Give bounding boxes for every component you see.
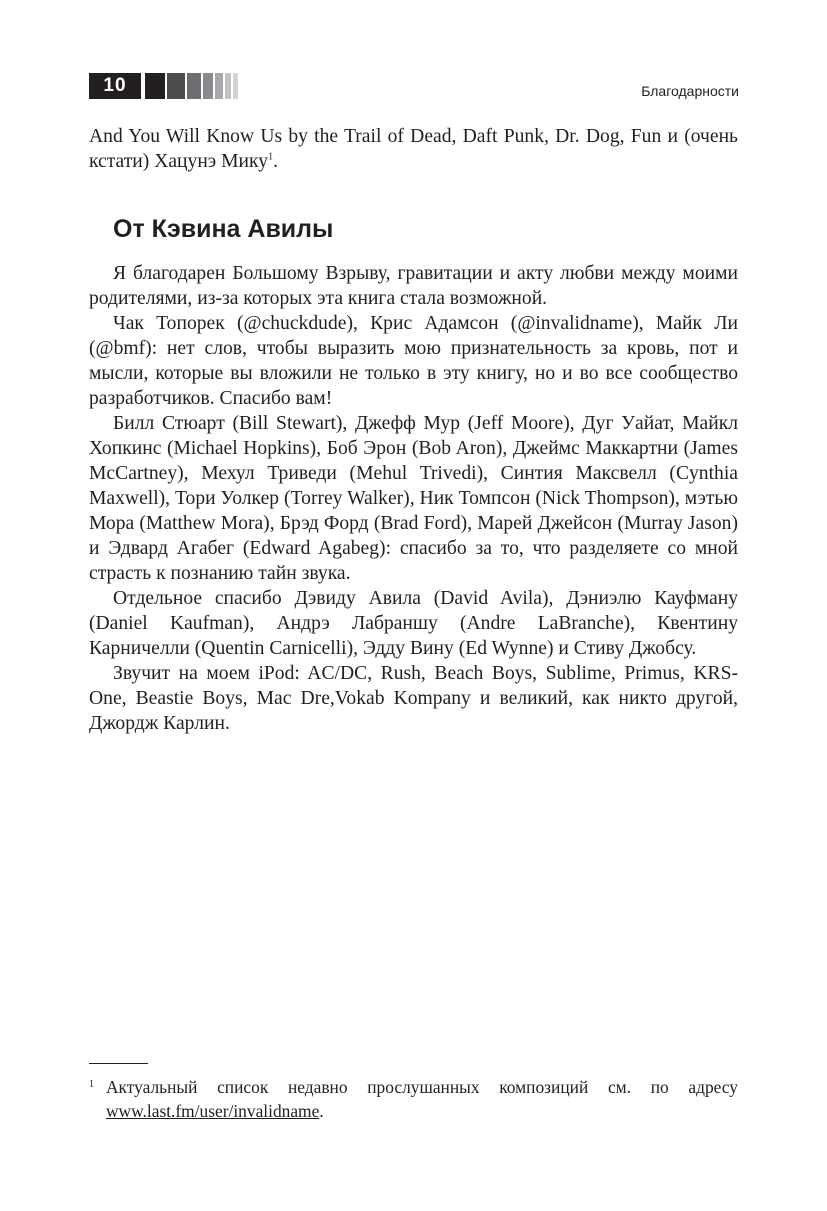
footnote-body: Актуальный список недавно прослушанных композиций см. по адресу: [106, 1077, 738, 1097]
running-title: Благодарности: [641, 83, 739, 99]
header-bar: [215, 73, 223, 99]
footnote-end: .: [319, 1101, 324, 1121]
page-header: [89, 73, 739, 101]
header-bar: [187, 73, 201, 99]
footnote-mark: 1: [89, 1079, 94, 1090]
paragraph: Билл Стюарт (Bill Stewart), Джефф Мур (Jeff Moore), Дуг Уайат, Майкл Хопкинс (Michael Hopkins), Боб Эрон (Bob Aron), Джеймс Маккартни (James McCartney), Мехул Триведи (Mehul Trivedi), Синтия Максвелл (Cynthia Maxwell), Тори Уолкер (Torrey Walker), Ник Томпсон (Nick Thompson), мэтью Мора (Matthew Mora), Брэд Форд (Brad Ford), Марей Джейсон (Murray Jason) и Эдвард Агабег (Edward Agabeg): спасибо за то, что разделяете со мной страсть к познанию тайн звука.: [89, 413, 738, 584]
page-body: [89, 124, 738, 736]
footnote-link[interactable]: www.last.fm/user/invalidname: [106, 1101, 320, 1121]
header-bar: [203, 73, 213, 99]
paragraph: Отдельное спасибо Дэвиду Авила (David Avila), Дэниэлю Кауфману (Daniel Kaufman), Андрэ Лабраншу (Andre LaBranche), Квентину Карничелли (Quentin Carnicelli), Эдду Вину (Ed Wynne) и Стиву Джобсу.: [89, 588, 738, 659]
header-bar: [233, 73, 238, 99]
page-number: 10: [89, 73, 141, 99]
footnote-text: [106, 1075, 738, 1123]
carryover-paragraph: [89, 124, 738, 174]
carryover-text: And You Will Know Us by the Trail of Dead, Daft Punk, Dr. Dog, Fun и (очень кстати) Хацунэ Мику: [89, 126, 738, 172]
section-heading: От Кэвина Авилы: [113, 215, 334, 243]
carryover-end: .: [273, 151, 278, 172]
paragraph: Звучит на моем iPod: AC/DC, Rush, Beach Boys, Sublime, Primus, KRS-One, Beastie Boys, Mac Dre,Vokab Kompany и великий, как никто другой, Джордж Карлин.: [89, 663, 738, 734]
paragraph: Чак Топорек (@chuckdude), Крис Адамсон (@invalidname), Майк Ли (@bmf): нет слов, чтобы выразить мою признательность за кровь, пот и мысли, которые вы вложили не только в эту книгу, но и во все сообщество разработчиков. Спасибо вам!: [89, 313, 738, 409]
header-bar: [167, 73, 185, 99]
paragraph: Я благодарен Большому Взрыву, гравитации и акту любви между моими родителями, из-за которых эта книга стала возможной.: [89, 263, 738, 309]
header-bar: [145, 73, 165, 99]
footnote: [89, 1075, 738, 1123]
footnote-divider: [89, 1063, 148, 1064]
footnote-reference[interactable]: 1: [268, 151, 274, 163]
header-bar: [225, 73, 231, 99]
